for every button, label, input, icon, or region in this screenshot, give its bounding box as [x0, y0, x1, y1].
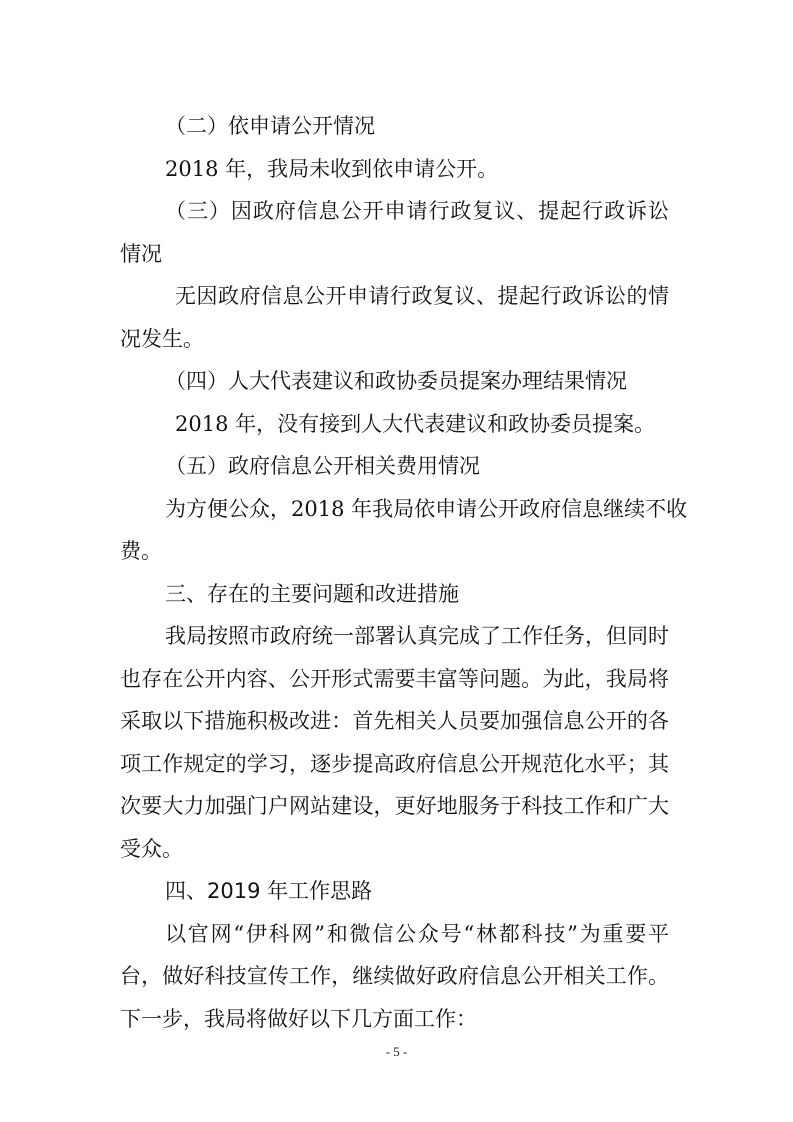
section-3-body-line5: 次要大力加强门户网站建设，更好地服务于科技工作和广大: [120, 794, 669, 818]
section-2-5-title: （五）政府信息公开相关费用情况: [165, 454, 480, 478]
page-number: - 5 -: [385, 1044, 408, 1059]
section-2-5-body-line2: 费。: [120, 539, 162, 563]
section-3-body-line1: 我局按照市政府统一部署认真完成了工作任务，但同时: [165, 624, 669, 648]
section-4-body-line2: 台，做好科技宣传工作，继续做好政府信息公开相关工作。: [120, 964, 669, 988]
section-4-body-line3: 下一步，我局将做好以下几方面工作：: [120, 1007, 477, 1031]
section-3-body-line3: 采取以下措施积极改进：首先相关人员要加强信息公开的各: [120, 709, 669, 733]
section-2-3-body-line2: 况发生。: [120, 327, 204, 351]
section-2-5-body-line1: 为方便公众，2018 年我局依申请公开政府信息继续不收: [165, 497, 688, 521]
section-3-body-line6: 受众。: [120, 837, 183, 861]
section-4-body-line1: 以官网“伊科网”和微信公众号“林都科技”为重要平: [165, 922, 669, 946]
section-2-3-title-line2: 情况: [120, 242, 162, 266]
section-2-4-body: 2018 年，没有接到人大代表建议和政协委员提案。: [175, 412, 656, 436]
section-4-heading: 四、2019 年工作思路: [165, 879, 373, 903]
section-3-body-line4: 项工作规定的学习，逐步提高政府信息公开规范化水平；其: [120, 752, 669, 776]
section-2-2-body: 2018 年，我局未收到依申请公开。: [165, 157, 499, 181]
section-2-3-body-line1: 无因政府信息公开申请行政复议、提起行政诉讼的情: [175, 284, 669, 308]
section-3-body-line2: 也存在公开内容、公开形式需要丰富等问题。为此，我局将: [120, 667, 669, 691]
section-2-4-title: （四）人大代表建议和政协委员提案办理结果情况: [165, 369, 627, 393]
section-2-2-title: （二）依申请公开情况: [165, 114, 375, 138]
section-2-3-title-line1: （三）因政府信息公开申请行政复议、提起行政诉讼: [165, 199, 669, 223]
section-3-heading: 三、存在的主要问题和改进措施: [165, 582, 459, 606]
